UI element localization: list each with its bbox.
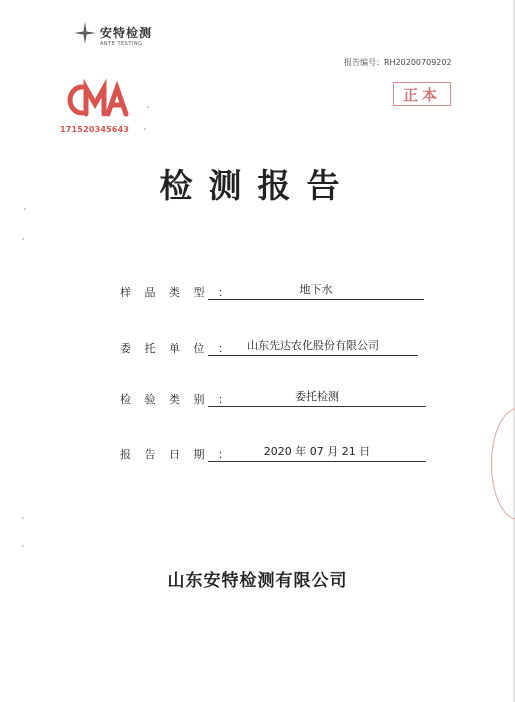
report-number: 报告编号：RH20200709202 [344, 58, 452, 67]
star-logo-icon [74, 22, 96, 44]
scan-speck [22, 238, 24, 240]
field-label: 样 品 类 型 ： [120, 286, 234, 299]
cma-logo-icon [60, 78, 132, 124]
field-value: 山东先达农化股份有限公司 [208, 340, 418, 356]
scan-speck [22, 517, 24, 519]
issuing-company: 山东安特检测有限公司 [167, 571, 348, 591]
scan-speck [147, 106, 149, 108]
logo-text: 安特检测 [100, 26, 153, 40]
field-label: 检 验 类 别 ： [120, 393, 234, 406]
seal-edge [491, 408, 515, 520]
scan-speck [24, 208, 26, 210]
cma-mark [60, 78, 132, 140]
field-label: 报 告 日 期 ： [120, 448, 234, 461]
field-value: 委托检测 [208, 391, 426, 407]
field-value: 2020 年 07 月 21 日 [208, 446, 426, 462]
page-title: 检测报告 [159, 166, 356, 205]
original-copy-stamp: 正本 [393, 82, 451, 106]
field-value: 地下水 [208, 284, 424, 300]
cma-number: 171520345643 [60, 125, 130, 134]
scan-speck [144, 128, 146, 130]
company-logo [74, 22, 194, 52]
field-label: 委 托 单 位 ： [120, 342, 234, 355]
logo-subtext: ANTE TESTING [100, 41, 143, 47]
scan-speck [22, 545, 24, 547]
